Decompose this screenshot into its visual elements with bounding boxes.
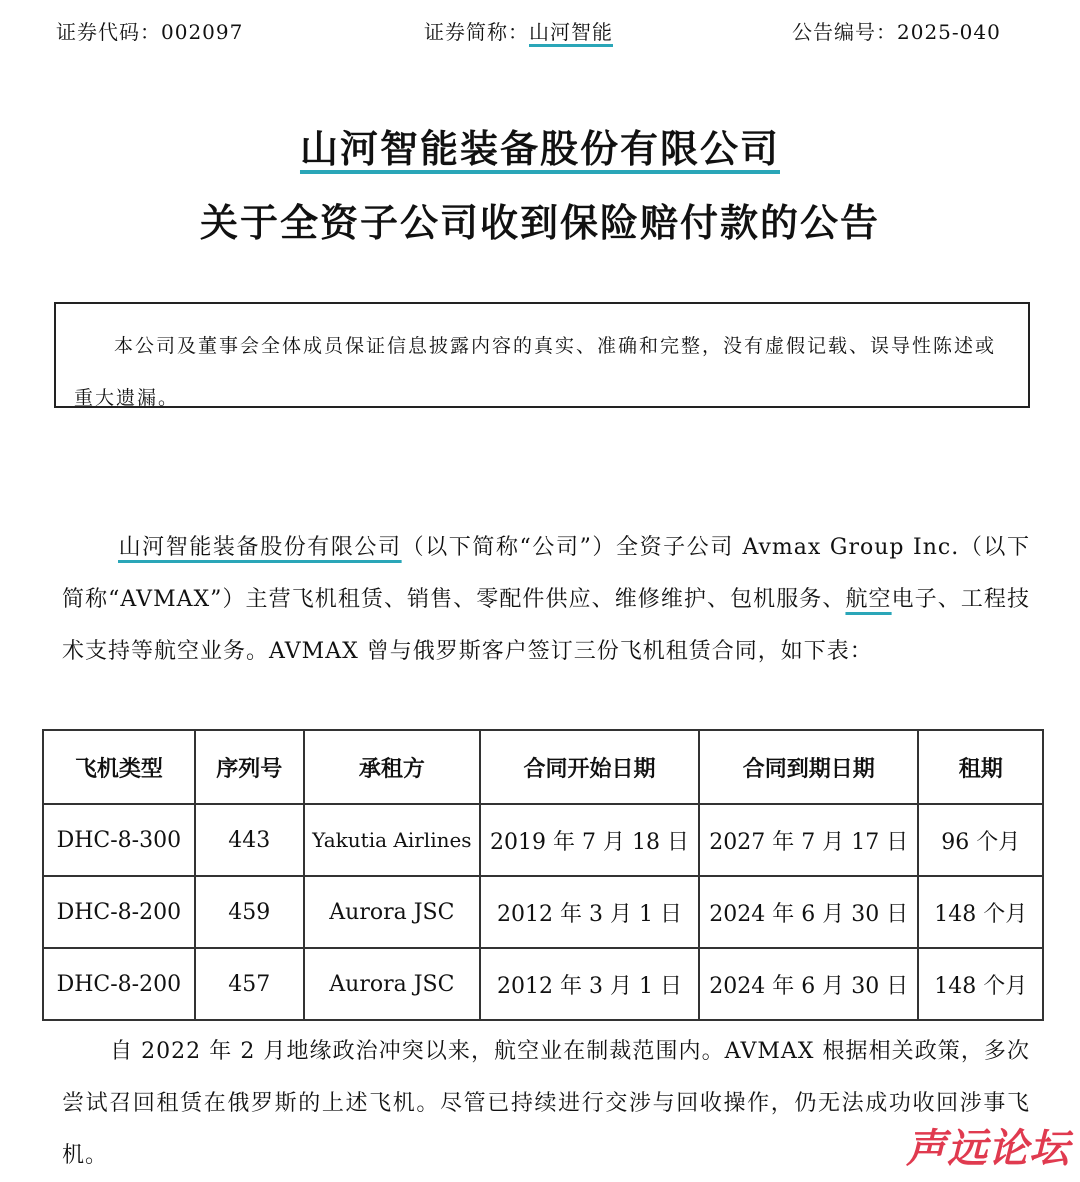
notice-number-value: 2025-040 — [897, 20, 1001, 44]
disclaimer-text: 本公司及董事会全体成员保证信息披露内容的真实、准确和完整，没有虚假记载、误导性陈述或重大遗漏。 — [74, 335, 997, 409]
col-start-date: 合同开始日期 — [480, 730, 699, 804]
table-cell: 2024 年 6 月 30 日 — [699, 876, 918, 948]
table-cell: 2024 年 6 月 30 日 — [699, 948, 918, 1020]
table-cell: Yakutia Airlines — [304, 804, 480, 876]
company-name-link[interactable]: 山河智能装备股份有限公司 — [118, 535, 402, 560]
stock-code-value: 002097 — [161, 20, 244, 44]
table-cell: 2027 年 7 月 17 日 — [699, 804, 918, 876]
table-cell: DHC-8-300 — [43, 804, 195, 876]
notice-number — [792, 16, 1001, 45]
table-header-row — [43, 730, 1043, 804]
disclaimer-box — [54, 302, 1030, 408]
table-cell: 96 个月 — [918, 804, 1043, 876]
stock-short-value[interactable]: 山河智能 — [529, 20, 613, 44]
table-cell: 459 — [195, 876, 304, 948]
stock-short-label: 证券简称： — [424, 20, 529, 44]
notice-number-label: 公告编号： — [792, 20, 897, 44]
table-cell: DHC-8-200 — [43, 876, 195, 948]
paragraph-sanctions — [62, 1026, 1030, 1182]
document-title-subject: 关于全资子公司收到保险赔付款的公告 — [199, 201, 880, 245]
sanctions-text: 自 2022 年 2 月地缘政治冲突以来，航空业在制裁范围内。AVMAX 根据相关政策，多次尝试召回租赁在俄罗斯的上述飞机。尽管已持续进行交涉与回收操作，仍无法成功收回涉事飞机。 — [62, 1039, 1030, 1168]
table-cell: 148 个月 — [918, 876, 1043, 948]
table-cell: 148 个月 — [918, 948, 1043, 1020]
table-row — [43, 804, 1043, 876]
table-cell: 2012 年 3 月 1 日 — [480, 948, 699, 1020]
col-aircraft-type: 飞机类型 — [43, 730, 195, 804]
table-row — [43, 876, 1043, 948]
stock-code-label: 证券代码： — [56, 20, 161, 44]
col-serial-number: 序列号 — [195, 730, 304, 804]
table-cell: 457 — [195, 948, 304, 1020]
stock-code — [56, 16, 243, 45]
aviation-link[interactable]: 航空 — [845, 587, 892, 612]
forum-watermark-logo: 声远论坛 — [906, 1126, 1070, 1172]
company-title-link[interactable]: 山河智能装备股份有限公司 — [299, 127, 780, 171]
stock-short-name — [424, 16, 613, 45]
paragraph-intro — [62, 522, 1030, 678]
lease-contract-table — [42, 729, 1044, 1021]
table-cell: Aurora JSC — [304, 876, 480, 948]
table-row — [43, 948, 1043, 1020]
col-lease-term: 租期 — [918, 730, 1043, 804]
document-title-company — [0, 118, 1080, 173]
table-cell: 2012 年 3 月 1 日 — [480, 876, 699, 948]
col-end-date: 合同到期日期 — [699, 730, 918, 804]
table-cell: 2019 年 7 月 18 日 — [480, 804, 699, 876]
col-lessee: 承租方 — [304, 730, 480, 804]
table-cell: 443 — [195, 804, 304, 876]
intro-text-a: （以下简称“公司”）全资子公司 Avmax Group Inc.（以下简称“AVMAX”）主营飞机租赁、销售、零配件供应、维修维护、包机服务、 — [62, 535, 1030, 612]
intro-text-b: 电子、工程技术支持等航空业务。AVMAX 曾与俄罗斯客户签订三份飞机租赁合同，如下表： — [62, 587, 1030, 664]
table-cell: DHC-8-200 — [43, 948, 195, 1020]
table-cell: Aurora JSC — [304, 948, 480, 1020]
